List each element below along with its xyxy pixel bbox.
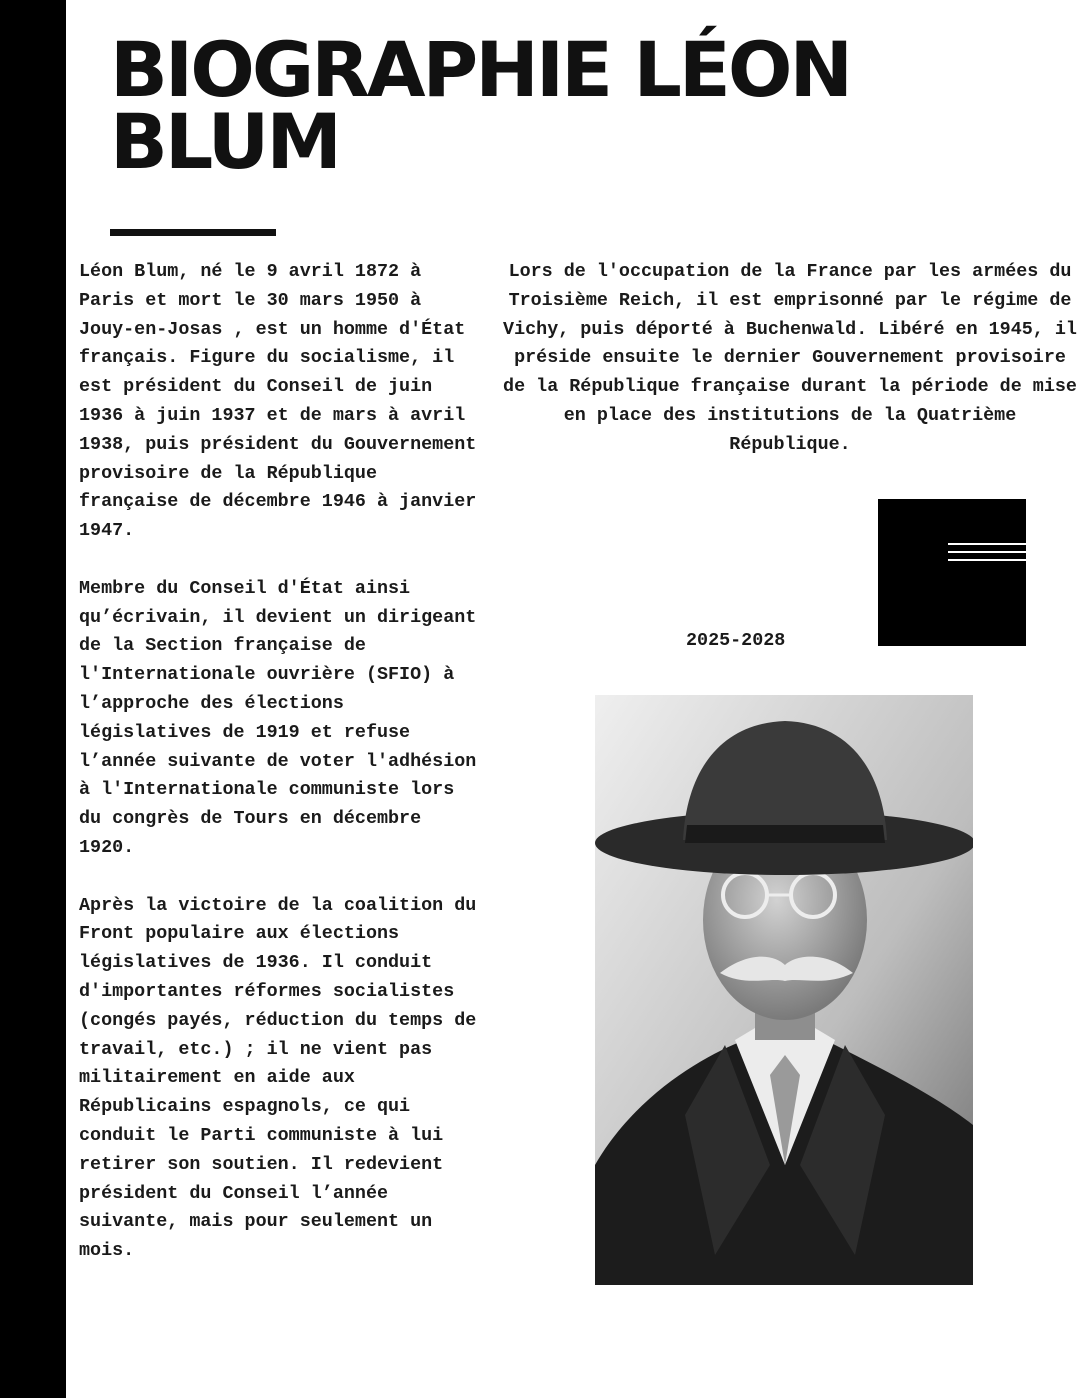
left-black-band (0, 0, 66, 1398)
title-line-1: BIOGRAPHIE LÉON (110, 25, 851, 114)
page-title (110, 25, 851, 186)
portrait-photo (595, 695, 973, 1285)
years-label: 2025-2028 (686, 630, 786, 651)
paragraph-early-life: Léon Blum, né le 9 avril 1872 à Paris et mort le 30 mars 1950 à Jouy-en-Josas , est un homme d'État français. Figure du socialisme, il est président du Conseil de juin 1936 à juin 1937 et de mars à avril 1938, puis président du Gouvernement provisoire de la République française de décembre 1946 à janvier 1947. (79, 261, 477, 542)
title-line-2: BLUM (110, 97, 339, 186)
paragraph-front-populaire: Après la victoire de la coalition du Front populaire aux élections législatives de 1936. Il conduit d'importantes réformes socialistes (congés payés, réduction du temps de travail, etc.) ; il ne vient pas militairement en aide aux Républicains espagnols, ce qui conduit le Parti communiste à lui retirer son soutien. Il redevient président du Conseil l’année suivante, mais pour seulement un mois. (79, 894, 477, 1262)
biography-left-column (79, 258, 479, 1266)
paragraph-sfio: Membre du Conseil d'État ainsi qu’écrivain, il devient un dirigeant de la Section française de l'Internationale ouvrière (SFIO) à l’approche des élections législatives de 1919 et refuse l’année suivante de voter l'adhésion à l'Internationale communiste lors du congrès de Tours en décembre 1920. (79, 577, 477, 858)
title-underline (110, 229, 276, 236)
paragraph-occupation: Lors de l'occupation de la France par les armées du Troisième Reich, il est emprisonné par le régime de Vichy, puis déporté à Buchenwald. Libéré en 1945, il préside ensuite le dernier Gouvernement provisoire de la République française durant la période de mise en place des institutions de la Quatrième République. (503, 261, 1077, 455)
decorative-black-square (878, 499, 1026, 646)
decorative-stripes (948, 543, 1066, 567)
